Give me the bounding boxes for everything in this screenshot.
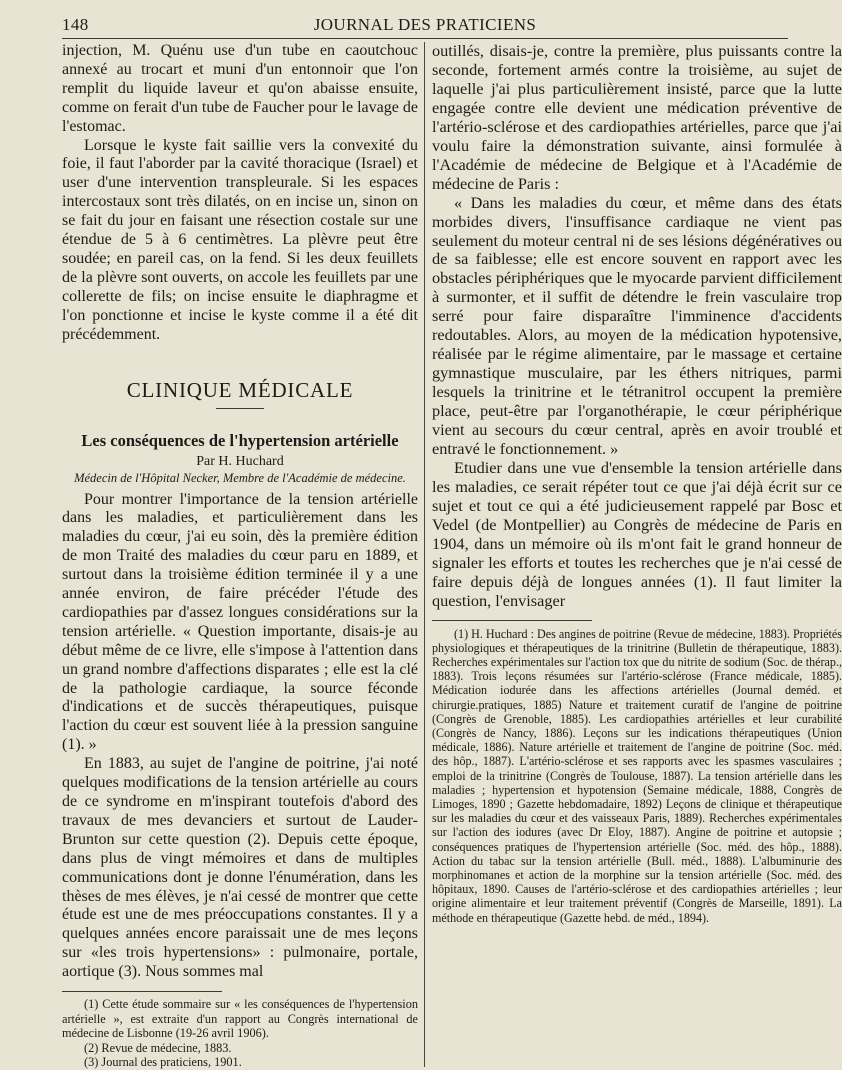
footnote-rule-left	[62, 991, 222, 992]
section-title-rule	[216, 408, 264, 409]
section-title: CLINIQUE MÉDICALE	[126, 377, 354, 402]
column-divider	[424, 42, 425, 1067]
footnote-rule-right	[432, 620, 592, 621]
article-author: Par H. Huchard	[196, 453, 284, 469]
author-affiliation: Médecin de l'Hôpital Necker, Membre de l'Académie de médecine.	[74, 470, 406, 485]
running-header	[62, 12, 788, 39]
right-paragraph-2: « Dans les maladies du cœur, et même dans des états morbides divers, l'insuffisance cardiaque ne vient pas seulement du moteur central ni de ses lésions dégénératives ou de sa faiblesse; elle est encore souvent en rapport avec les obstacles périphériques que le myocarde parvient difficilement à surmonter, et il suffit de détendre le frein vasculaire trop serré pour faire disparaître l'imminence d'accidents redoutables. Alors, au moyen de la médication hypotensive, réalisée par le régime alimentaire, par le massage et certaine gymnastique musculaire, par les éthers nitriques, parmi lesquels la trinitrine et le tétranitrol occupent la première place, peut-être par l'organothérapie, le cœur périphérique vient au secours du cœur central, après en avoir troublé et entravé le fonctionnement. »	[432, 192, 842, 459]
article-title: Les conséquences de l'hypertension artérielle	[81, 430, 399, 450]
left-column	[62, 42, 418, 1070]
text-columns	[62, 41, 842, 1070]
left-paragraph-3: Pour montrer l'importance de la tension artérielle dans les maladies, et particulièrement dans les maladies du cœur, j'ai eu soin, dès la première édition de mon Traité des maladies du cœur paru en 1889, et surtout dans la troisième édition terminée il y a une année environ, de faire précéder l'étude des cardiopathies par d'assez longues considérations sur la tension artérielle. « Question importante, disais-je au début même de ce livre, elle s'impose à l'attention dans un grand nombre d'affections disparates ; elle est la clé de la pathologie cardiaque, la source féconde d'indications et de succès thérapeutiques, puisque l'action du cœur est souvent liée à la pression sanguine (1). »	[62, 490, 418, 754]
left-paragraph-1: injection, M. Quénu use d'un tube en caoutchouc annexé au trocart et muni d'un entonnoir que l'on remplit du liquide laveur et qu'on abaisse ensuite, comme on ferait d'un tube de Faucher pour le lavage de l'estomac.	[62, 42, 418, 135]
journal-title: JOURNAL DES PRATICIENS	[313, 15, 537, 34]
footnote-left-3: (3) Journal des praticiens, 1901.	[84, 1055, 242, 1070]
page-number: 148	[62, 15, 89, 34]
left-paragraph-4: En 1883, au sujet de l'angine de poitrine, j'ai noté quelques modifications de la tension artérielle au cours de ce syndrome en m'inspirant toutefois d'abord des travaux de mes devanciers et surtout de Lauder-Brunton sur cette question (2). Depuis cette époque, dans plus de vingt mémoires et dans de multiples communications dont je donne l'énumération, dans les thèses de mes élèves, je n'ai cessé de montrer que cette étude est une de mes préoccupations constantes. Il y a quelques années encore paraissait une de mes leçons sur «les trois hypertensions» : pulmonaire, portale, aortique (3). Nous sommes mal	[62, 755, 418, 981]
right-column	[432, 42, 842, 1070]
right-paragraph-1: outillés, disais-je, contre la première, plus puissants contre la seconde, fortement armés contre la troisième, au sujet de laquelle j'ai plus particulièrement insisté, parce que la lutte engagée contre elle devient une médication préventive de l'artério-sclérose et des cardiopathies artérielles, parce que j'ai voulu faire la démonstration suivante, ainsi formulée à l'Académie de médecine de Belgique et à l'Académie de médecine de Paris :	[432, 41, 842, 193]
footnote-left-1: (1) Cette étude sommaire sur « les conséquences de l'hypertension artérielle », est extraite d'un rapport au Congrès international de médecine de Lisbonne (19-26 avril 1906).	[62, 997, 418, 1041]
footnote-left-2: (2) Revue de médecine, 1883.	[84, 1040, 232, 1055]
footnote-right-1: (1) H. Huchard : Des angines de poitrine (Revue de médecine, 1883). Propriétés physiologiques et thérapeutiques de la trinitrine (Bulletin de thérapeutique, 1883). Recherches expérimentales sur l'action tox que du nitrite de sodium (Soc. de thérap., 1883). Trois leçons résumées sur l'artério-sclérose (France médicale, 1885). Médication iodurée dans les affections artérielles (Journal deméd. et chirurgie.pratiques, 1885) Nature et traitement curatif de l'angine de poitrine (Congrès de Grenoble, 1885). Les cardiopathies artérielles et leur curabilité (Congrès de Nancy, 1886). Leçons sur les indications thérapeutiques (Union médicale, 1886). Nature artérielle et traitement de l'angine de poitrine (Soc. méd. des hôp., 1887). L'artério-sclérose et ses rapports avec les spasmes vasculaires ; emploi de la trinitrine (Congrès de Toulouse, 1887). La tension artérielle dans les maladies ; hypertension et hypotension (Semaine médicale, 1888, Congrès de Limoges, 1890 ; Gazette hebdomadaire, 1892) Leçons de clinique et thérapeutique sur les maladies du cœur et des vaisseaux Paris, 1889). Recherches expérimentales sur l'action des iodures (avec Dr Eloy, 1887). Angine de poitrine et autopsie ; conséquences pratiques de l'hypertension artérielle (Soc. méd. des hôp., 1888). Action du tabac sur la tension artérielle (Bull. méd., 1888). L'albuminurie des morphinomanes et action de la morphine sur la tension artérielle (Soc. méd. des hôpitaux, 1890. Causes de l'artério-sclérose et des cardiopathies artérielles ; leur origine alimentaire et leur traitement préventif (Congrès de Marseille, 1891). La méthode en thérapeutique (Gazette hebd. de méd., 1894).	[432, 626, 842, 925]
right-paragraph-3: Etudier dans une vue d'ensemble la tension artérielle dans les maladies, ce serait répéter tout ce que j'ai déjà écrit sur ce sujet et tout ce qui a été judicieusement rappelé par Bosc et Vedel (de Montpellier) au Congrès de médecine de Paris en 1904, dans un mémoire où ils m'ont fait le grand honneur de signaler les efforts et toutes les recherches que je n'ai cessé de faire depuis déjà de longues années (1). Il faut limiter la question, l'envisager	[432, 457, 842, 610]
left-paragraph-2: Lorsque le kyste fait saillie vers la convexité du foie, il faut l'aborder par la cavité thoracique (Israel) et user d'une intervention transpleurale. Si les espaces intercostaux sont très dilatés, on en incise un, sinon on se fait du jour en faisant une résection costale sur une étendue de 5 à 6 centimètres. La plèvre peut être soudée; en pareil cas, on la fend. Si les deux feuillets de la plèvre sont ouverts, on accole les feuillets par une collerette de fils; on incise ensuite le diaphragme et l'on ponctionne et incise le kyste comme il a été dit précédemment.	[62, 136, 418, 343]
